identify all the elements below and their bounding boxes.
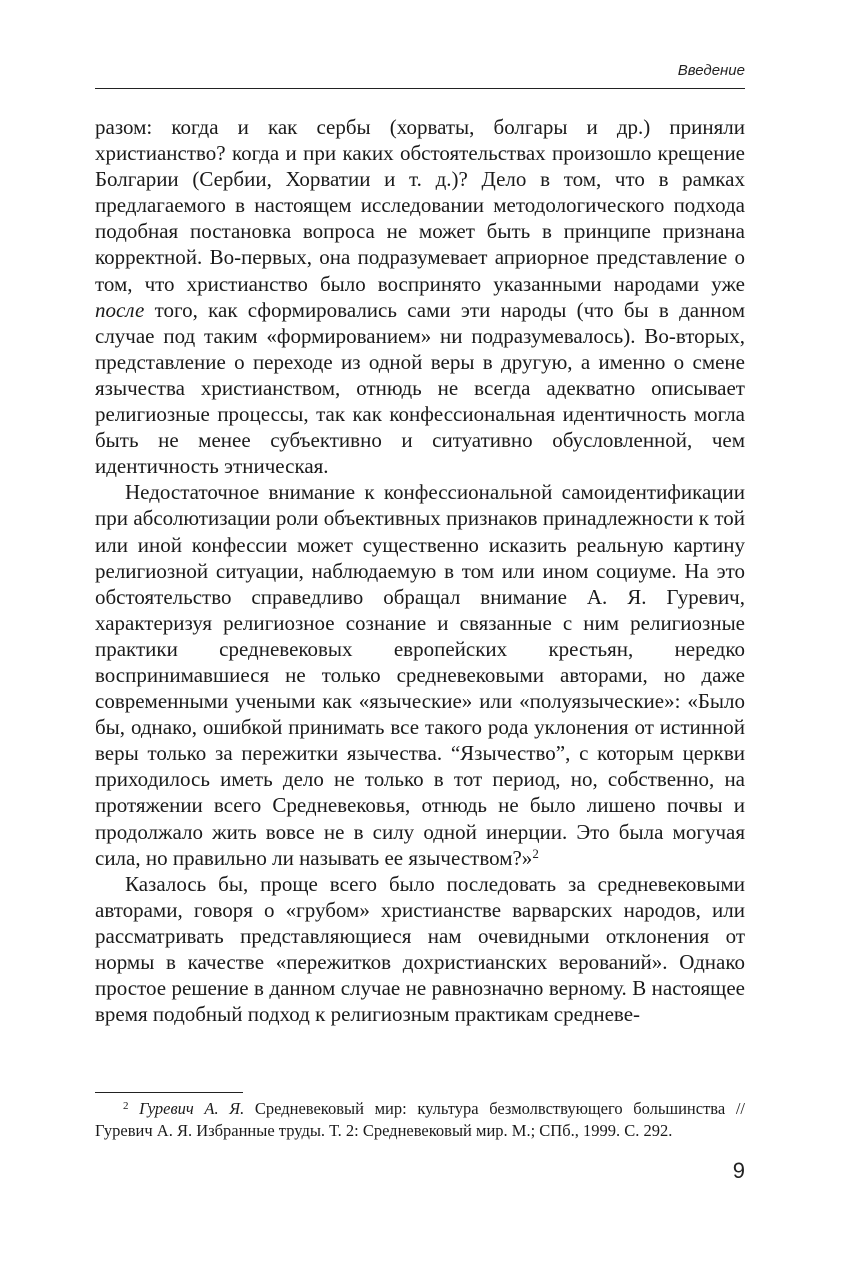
emphasis-word: после [95, 297, 145, 322]
paragraph-1-text-b: того, как сформировались сами эти народы (что бы в данном случае под таким «формированием» ни подразумевалось). Во-вторых, представление о переходе из одной веры в другую, а именно о смене язычества христианством, отнюдь не всегда адекватно описывает религиозные процессы, так как конфессиональная идентичность могла быть не менее субъективно и ситуативно обусловленной, чем идентичность этническая. [95, 297, 745, 479]
paragraph-3 [95, 871, 745, 1028]
footnote-rule [95, 1092, 243, 1093]
paragraph-2-text: Недостаточное внимание к конфессиональной самоидентификации при абсолютизации роли объективных признаков принадлежности к той или иной конфессии может существенно исказить реальную картину религиозной ситуации, наблюдаемую в том или ином социуме. На это обстоятельство справедливо обращал внимание А. Я. Гуревич, характеризуя религиозное сознание и связанные с ним религиозные практики средневековых европейских крестьян, нередко воспринимавшиеся не только средневековыми авторами, но даже современными учеными как «языческие» или «полуязыческие»: «Было бы, однако, ошибкой принимать все такого рода уклонения от истинной веры только за пережитки язычества. “Язычество”, с которым церкви приходилось иметь дело не только в тот период, но, собственно, на протяжении всего Средневековья, отнюдь не было лишено почвы и продолжало жить вовсе не в силу одной инерции. Это была могучая сила, но правильно ли называть ее язычеством?» [95, 480, 745, 870]
running-head-title: Введение [677, 62, 745, 79]
paragraph-2 [95, 479, 745, 870]
paragraph-1 [95, 114, 745, 479]
footnote-number: 2 [123, 1100, 129, 1112]
footnote-text: Средневековый мир: культура безмолвствующего большинства // Гуревич А. Я. Избранные труды. Т. 2: Средневековый мир. М.; СПб., 1999. С. 292. [95, 1099, 745, 1140]
footnote-author: Гуревич А. Я. [139, 1099, 245, 1118]
main-text [95, 114, 745, 1027]
paragraph-3-text: Казалось бы, проще всего было последовать за средневековыми авторами, говоря о «грубом» христианстве варварских народов, или рассматривать представляющиеся нам очевидными отклонения от нормы в качестве «пережитков дохристианских верований». Однако простое решение в данном случае не равнозначно верному. В настоящее время подобный подход к религиозным практикам средневе- [95, 871, 745, 1027]
header-rule [95, 88, 745, 89]
page-number: 9 [732, 1158, 745, 1183]
footnote [95, 1098, 745, 1142]
paragraph-1-text-a: разом: когда и как сербы (хорваты, болгары и др.) приняли христианство? когда и при каких обстоятельствах произошло крещение Болгарии (Сербии, Хорватии и т. д.)? Дело в том, что в рамках предлагаемого в настоящем исследовании методологического подхода подобная постановка вопроса не может быть в принципе признана корректной. Во-первых, она подразумевает априорное представление о том, что христианство было воспринято указанными народами уже [95, 115, 745, 296]
footnote-reference[interactable]: 2 [532, 845, 539, 861]
